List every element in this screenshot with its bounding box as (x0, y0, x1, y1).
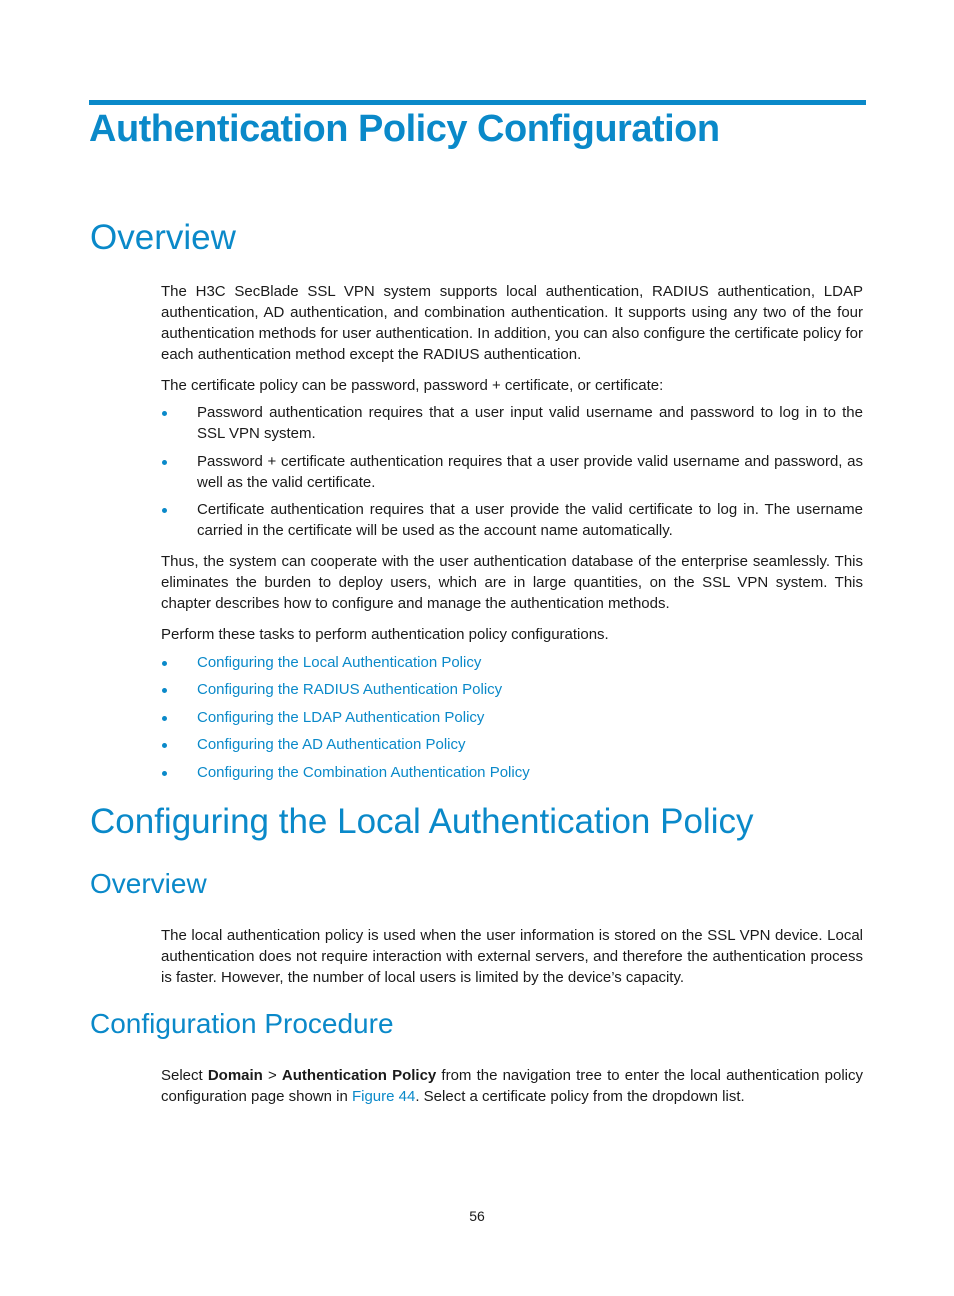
procedure-para: Select Domain > Authentication Policy from the navigation tree to enter the local authentication policy configuration page shown in Figure 44. Select a certificate policy from the dropdown list. (161, 1067, 863, 1105)
bullet-icon (162, 508, 167, 513)
overview-para-1: The H3C SecBlade SSL VPN system supports local authentication, RADIUS authentication, LDAP authentication, AD authentication, and combination authentication. It supports using any two of the four authentication methods for user authentication. In addition, you can also configure the certificate policy for each authentication method except the RADIUS authentication. (161, 283, 863, 363)
local-policy-heading: Configuring the Local Authentication Policy (90, 802, 754, 841)
menu-authentication-policy: Authentication Policy (281, 1067, 437, 1084)
bullet-icon (162, 743, 167, 748)
local-overview-para: The local authentication policy is used when the user information is stored on the SSL VPN device. Local authentication does not require interaction with external servers, and therefore the authentication process is faster. However, the number of local users is limited by the device’s capacity. (161, 927, 863, 986)
link-local-policy[interactable]: Configuring the Local Authentication Policy (197, 654, 482, 671)
local-overview-heading: Overview (90, 868, 207, 899)
list-item (161, 679, 863, 700)
list-item (161, 652, 863, 673)
link-ad-policy[interactable]: Configuring the AD Authentication Policy (197, 736, 466, 753)
bullet-icon (162, 661, 167, 666)
menu-domain: Domain (207, 1067, 263, 1084)
configuration-procedure-heading: Configuration Procedure (90, 1008, 394, 1039)
bullet-icon (162, 688, 167, 693)
list-item: Password authentication requires that a user input valid username and password to log in to the SSL VPN system. (161, 402, 863, 444)
bullet-icon (162, 771, 167, 776)
bullet-icon (162, 716, 167, 721)
page-number: 56 (469, 1208, 485, 1224)
chapter-title: Authentication Policy Configuration (89, 108, 720, 150)
overview-para-4: Perform these tasks to perform authentication policy configurations. (161, 626, 609, 643)
list-item (161, 707, 863, 728)
link-ldap-policy[interactable]: Configuring the LDAP Authentication Policy (197, 709, 485, 726)
list-item: Password + certificate authentication requires that a user provide valid username and password, as well as the valid certificate. (161, 451, 863, 493)
link-radius-policy[interactable]: Configuring the RADIUS Authentication Policy (197, 681, 503, 698)
overview-para-2: The certificate policy can be password, password + certificate, or certificate: (161, 377, 664, 394)
bullet-icon (162, 411, 167, 416)
bullet-icon (162, 460, 167, 465)
list-item: Certificate authentication requires that a user provide the valid certificate to log in. The username carried in the certificate will be used as the account name automatically. (161, 499, 863, 541)
link-combination-policy[interactable]: Configuring the Combination Authentication Policy (197, 764, 530, 781)
overview-heading: Overview (90, 218, 236, 257)
overview-para-3: Thus, the system can cooperate with the user authentication database of the enterprise seamlessly. This eliminates the burden to deploy users, which are in large quantities, on the SSL VPN system. This chapter describes how to configure and manage the authentication methods. (161, 553, 863, 612)
list-item (161, 734, 863, 755)
chapter-rule (89, 100, 866, 105)
figure-44-link[interactable]: Figure 44 (351, 1088, 416, 1105)
list-item (161, 762, 863, 783)
